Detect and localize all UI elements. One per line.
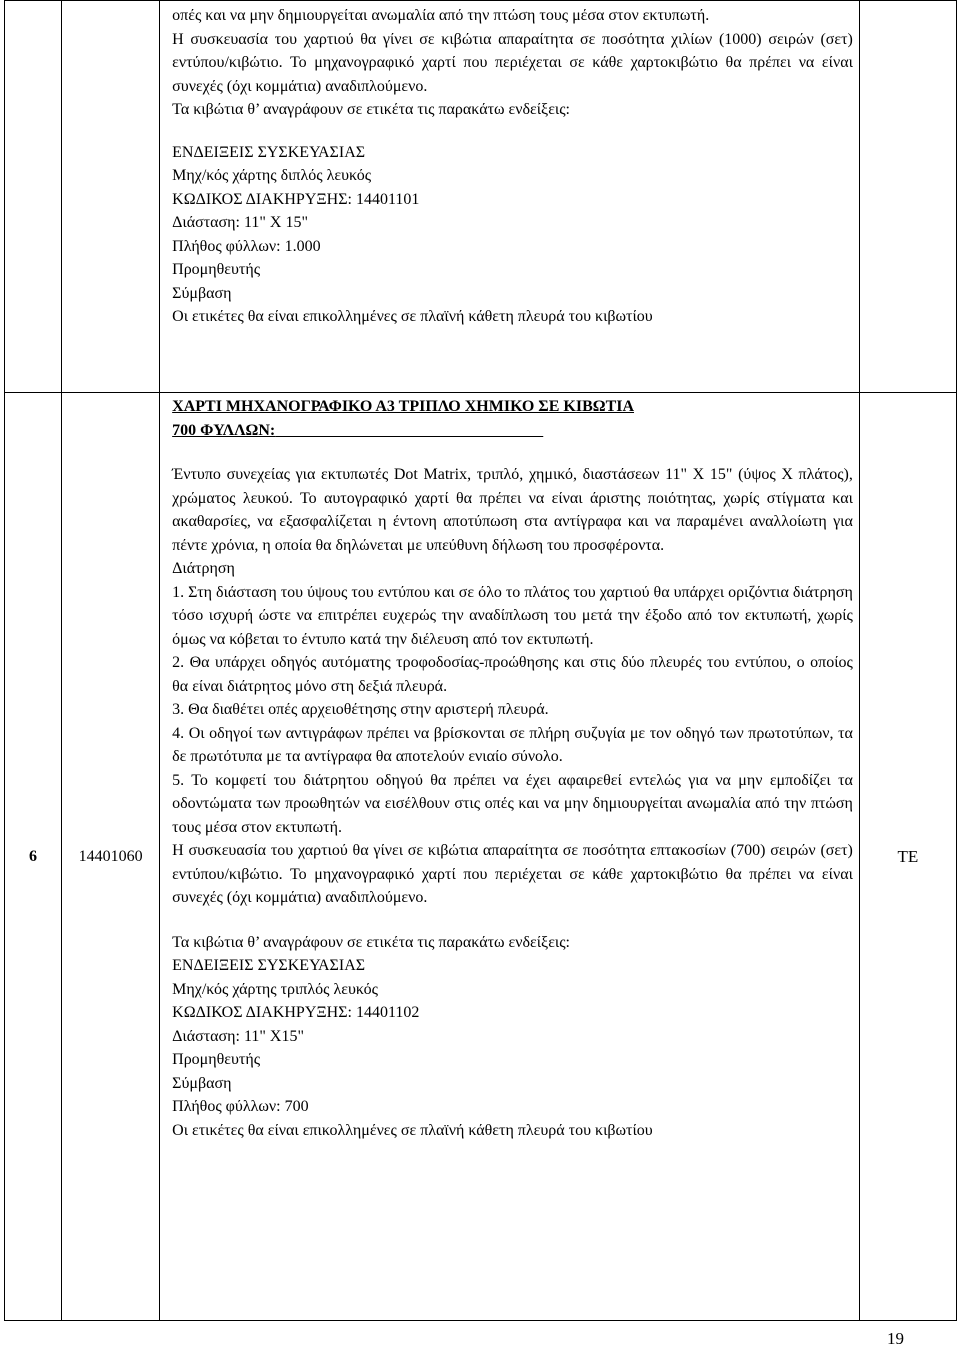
- list-item: 2. Θα υπάρχει οδηγός αυτόματης τροφοδοσίας-προώθησης και στις δύο πλευρές του εντύπου, ο οποίος θα είναι διάτρητος μόνο στη δεξιά πλευρά.: [172, 654, 853, 695]
- label-line: Διάσταση: 11" Χ 15": [172, 214, 309, 231]
- label-line: ΕΝΔΕΙΞΕΙΣ ΣΥΣΚΕΥΑΣΙΑΣ: [172, 143, 366, 161]
- code-cell: [62, 1, 160, 393]
- paragraph: Η συσκευασία του χαρτιού θα γίνει σε κιβώτια απαραίτητα σε ποσότητα επτακοσίων (700) σειρών (σετ) εντύπου/κιβώτιο. Το μηχανογραφικό χαρτί που περιέχεται σε κάθε χαρτοκιβώτιο θα πρέπει να είναι συνεχές (όχι κομμάτια) αναδιπλούμενο.: [172, 842, 853, 906]
- list-item: 1. Στη διάσταση του ύψους του εντύπου και σε όλο το πλάτος του χαρτιού θα υπάρχει οριζόντια διάτρηση τόσο ισχυρή ώστε να επιτρέπει ευχερώς την αναδίπλωση του μετά την έξοδο από τον εκτυπωτή, χωρίς όμως να κόβεται το έντυπο κατά την διέλευση από τον εκτυπωτή.: [172, 583, 853, 648]
- paragraph: Τα κιβώτια θ’ αναγράφουν σε ετικέτα τις παρακάτω ενδείξεις:: [172, 101, 570, 118]
- unit-cell: [859, 1, 956, 393]
- paragraph: Έντυπο συνεχείας για εκτυπωτές Dot Matrix, τριπλό, χημικό, διαστάσεων 11" Χ 15" (ύψος Χ πλάτος), χρώματος λευκού. Το αυτογραφικό χαρτί θα πρέπει να είναι άριστης ποιότητας, χωρίς στίγματα και ακαθαρσίες, να εξασφαλίζεται η έντονη αποτύπωση στα αντίγραφα και να παραμένει αναλλοίωτη για πέντε χρόνια, η οποία θα δηλώνεται με υπεύθυνη δήλωση του προσφέροντα.: [172, 466, 853, 554]
- label-line: Μηχ/κός χάρτης διπλός λευκός: [172, 167, 372, 184]
- page-number: 19: [887, 1329, 904, 1348]
- label-line: Προμηθευτής: [172, 261, 261, 278]
- label-line: Προμηθευτής: [172, 1051, 261, 1068]
- table-row: [5, 1, 957, 393]
- section-title: Διάτρηση: [172, 560, 235, 577]
- label-line: Μηχ/κός χάρτης τριπλός λευκός: [172, 980, 378, 998]
- label-line: Πλήθος φύλλων: 700: [172, 1098, 309, 1115]
- item-index: 6: [29, 847, 38, 865]
- paragraph: Η συσκευασία του χαρτιού θα γίνει σε κιβώτια απαραίτητα σε ποσότητα χιλίων (1000) σειρών (σετ) εντύπου/κιβώτιο. Το μηχανογραφικό χαρτί που περιέχεται σε κάθε χαρτοκιβώτιο θα πρέπει να είναι συνεχές (όχι κομμάτια) αναδιπλούμενο.: [172, 30, 853, 95]
- label-line: ΕΝΔΕΙΞΕΙΣ ΣΥΣΚΕΥΑΣΙΑΣ: [172, 957, 366, 974]
- index-cell: [5, 393, 62, 1321]
- label-line: Οι ετικέτες θα είναι επικολλημένες σε πλαϊνή κάθετη πλευρά του κιβωτίου: [172, 308, 653, 325]
- label-line: Σύμβαση: [172, 284, 232, 302]
- description-cell: [160, 1, 860, 393]
- label-line: ΚΩΔΙΚΟΣ ΔΙΑΚΗΡΥΞΗΣ: 14401101: [172, 190, 420, 208]
- index-cell: [5, 1, 62, 393]
- list-item: 3. Θα διαθέτει οπές αρχειοθέτησης στην αριστερή πλευρά.: [172, 701, 549, 718]
- list-item: 5. Το κομφετί του διάτρητου οδηγού θα πρέπει να έχει αφαιρεθεί εντελώς για να μην εμποδίζει τα οδοντώματα των προωθητών να εισέλθουν στις οπές και να μην δημιουργείται ανωμαλία από την πτώση τους μέσα στον εκτυπωτή.: [172, 771, 853, 836]
- label-line: ΚΩΔΙΚΟΣ ΔΙΑΚΗΡΥΞΗΣ: 14401102: [172, 1004, 420, 1021]
- label-line: Οι ετικέτες θα είναι επικολλημένες σε πλαϊνή κάθετη πλευρά του κιβωτίου: [172, 1121, 653, 1139]
- item-code: 14401060: [78, 847, 143, 865]
- paragraph: οπές και να μην δημιουργείται ανωμαλία από την πτώση τους μέσα στον εκτυπωτή.: [172, 7, 710, 24]
- code-cell: [62, 393, 160, 1321]
- description-cell: [160, 393, 860, 1321]
- item-heading: 700 ΦΥΛΛΩΝ:: [172, 421, 276, 439]
- table-row: [5, 393, 957, 1321]
- paragraph: Τα κιβώτια θ’ αναγράφουν σε ετικέτα τις παρακάτω ενδείξεις:: [172, 933, 570, 951]
- label-line: Διάσταση: 11" Χ15": [172, 1027, 305, 1045]
- list-item: 4. Οι οδηγοί των αντιγράφων πρέπει να βρίσκονται σε πλήρη συζυγία με τον οδηγό των πρωτοτύπων, τα δε πρωτότυπα με τα αντίγραφα θα αποτελούν ενιαίο σύνολο.: [172, 724, 853, 765]
- unit-label: ΤΕ: [897, 846, 919, 866]
- label-line: Πλήθος φύλλων: 1.000: [172, 237, 321, 255]
- item-heading: ΧΑΡΤΙ ΜΗΧΑΝΟΓΡΑΦΙΚΟ Α3 ΤΡΙΠΛΟ ΧΗΜΙΚΟ ΣΕ ΚΙΒΩΤΙΑ: [172, 398, 635, 415]
- label-line: Σύμβαση: [172, 1074, 232, 1092]
- specification-table: [4, 0, 957, 1321]
- unit-cell: [859, 393, 956, 1321]
